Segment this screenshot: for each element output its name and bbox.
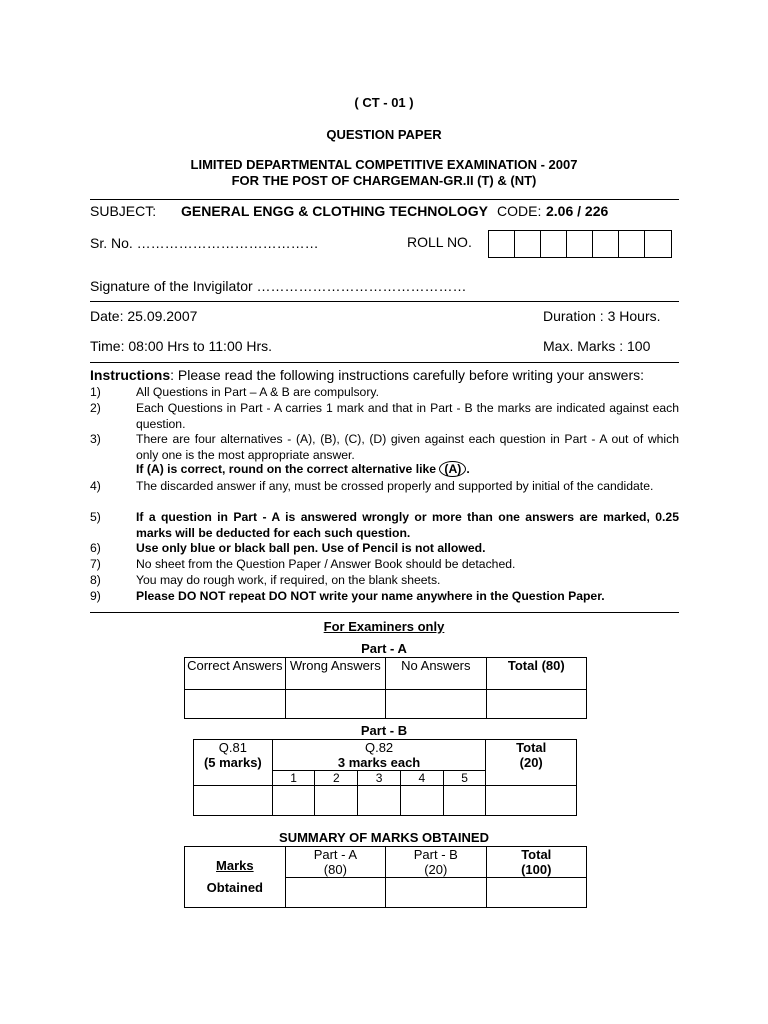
serial-number: Sr. No. ………………………………… — [90, 235, 319, 251]
instruction-text: All Questions in Part – A & B are compulsory. — [136, 385, 379, 399]
subject-label: SUBJECT: — [90, 203, 157, 219]
part-b-total-header: Total (20) — [486, 740, 577, 786]
circled-answer-example: (A) — [439, 461, 466, 477]
part-a-entry-cell[interactable] — [386, 690, 487, 719]
divider — [90, 612, 679, 613]
paper-title: QUESTION PAPER — [326, 127, 442, 142]
part-a-entry-cell[interactable] — [285, 690, 386, 719]
instruction-number: 7) — [90, 557, 101, 571]
divider — [90, 362, 679, 363]
q82-subpart: 3 — [358, 771, 401, 786]
instructions-heading: Instructions: Please read the following instructions carefully before writing your answers: — [90, 367, 645, 383]
summary-entry-cell[interactable] — [486, 878, 587, 908]
instruction-number: 6) — [90, 541, 101, 555]
part-b-entry-cell[interactable] — [315, 786, 358, 816]
roll-digit-box[interactable] — [489, 231, 515, 257]
part-a-entry-cell[interactable] — [185, 690, 286, 719]
summary-part-b-header: Part - B (20) — [386, 847, 486, 878]
exam-title-line1: LIMITED DEPARTMENTAL COMPETITIVE EXAMINATION - 2007 — [190, 157, 578, 172]
summary-table — [184, 846, 587, 908]
instruction-number: 9) — [90, 589, 101, 603]
instruction-number: 1) — [90, 385, 101, 399]
examiners-heading: For Examiners only — [323, 619, 445, 634]
summary-title: SUMMARY OF MARKS OBTAINED — [279, 830, 489, 845]
summary-part-a-header: Part - A (80) — [285, 847, 385, 878]
exam-title-line2: FOR THE POST OF CHARGEMAN-GR.II (T) & (NT) — [231, 173, 537, 188]
part-a-header-cell: Total (80) — [486, 658, 586, 690]
part-b-entry-cell[interactable] — [443, 786, 486, 816]
exam-duration: Duration : 3 Hours. — [543, 308, 661, 324]
subject-value: GENERAL ENGG & CLOTHING TECHNOLOGY — [181, 203, 488, 219]
instruction-number: 8) — [90, 573, 101, 587]
summary-entry-cell[interactable] — [285, 878, 385, 908]
part-a-entry-cell[interactable] — [486, 690, 586, 719]
q82-subpart: 2 — [315, 771, 358, 786]
code-label: CODE: — [497, 203, 542, 219]
instruction-number: 2) — [90, 401, 101, 415]
roll-digit-box[interactable] — [515, 231, 541, 257]
part-a-header-cell: Wrong Answers — [285, 658, 386, 690]
max-marks: Max. Marks : 100 — [543, 338, 651, 354]
part-a-header-cell: Correct Answers — [185, 658, 286, 690]
instruction-text: There are four alternatives - (A), (B), (C), (D) given against each question in Part - A out of which only one is the most appropriate answer. — [136, 432, 679, 462]
code-value: 2.06 / 226 — [546, 203, 609, 219]
roll-digit-box[interactable] — [567, 231, 593, 257]
instruction-text: The discarded answer if any, must be crossed properly and supported by initial of the candidate. — [136, 479, 654, 493]
exam-time: Time: 08:00 Hrs to 11:00 Hrs. — [90, 338, 273, 354]
q81-header: Q.81 (5 marks) — [194, 740, 273, 786]
q82-header: Q.82 3 marks each — [272, 740, 486, 771]
part-a-header-cell: No Answers — [386, 658, 487, 690]
instruction-text: If a question in Part - A is answered wrongly or more than one answers are marked, 0.25 marks will be deducted for each such question. — [136, 510, 679, 540]
part-b-entry-cell[interactable] — [194, 786, 273, 816]
roll-digit-box[interactable] — [619, 231, 645, 257]
instruction-text: No sheet from the Question Paper / Answer Book should be detached. — [136, 557, 516, 571]
instruction-text: Please DO NOT repeat DO NOT write your name anywhere in the Question Paper. — [136, 589, 605, 603]
summary-entry-cell[interactable] — [386, 878, 486, 908]
part-b-entry-cell[interactable] — [486, 786, 577, 816]
part-b-entry-cell[interactable] — [400, 786, 443, 816]
divider — [90, 301, 679, 302]
divider — [90, 199, 679, 200]
instruction-number: 3) — [90, 432, 101, 446]
instruction-number: 4) — [90, 479, 101, 493]
roll-number-label: ROLL NO. — [407, 234, 472, 250]
instruction-text: Use only blue or black ball pen. Use of Pencil is not allowed. — [136, 541, 486, 555]
part-b-entry-cell[interactable] — [358, 786, 401, 816]
instruction-text: You may do rough work, if required, on the blank sheets. — [136, 573, 441, 587]
roll-digit-box[interactable] — [541, 231, 567, 257]
roll-digit-box[interactable] — [645, 231, 671, 257]
roll-digit-box[interactable] — [593, 231, 619, 257]
part-b-entry-cell[interactable] — [272, 786, 315, 816]
q82-subpart: 1 — [272, 771, 315, 786]
part-a-title: Part - A — [361, 641, 407, 656]
part-b-table — [193, 739, 577, 816]
summary-total-header: Total (100) — [486, 847, 587, 878]
part-b-title: Part - B — [360, 723, 408, 738]
roll-number-boxes[interactable] — [488, 230, 672, 258]
instruction-text: Each Questions in Part - A carries 1 mark and that in Part - B the marks are indicated against each question. — [136, 401, 679, 431]
invigilator-signature: Signature of the Invigilator ……………………………………… — [90, 278, 467, 294]
exam-date: Date: 25.09.2007 — [90, 308, 198, 324]
q82-subpart: 4 — [400, 771, 443, 786]
paper-code: ( CT - 01 ) — [354, 95, 414, 110]
instruction-number: 5) — [90, 510, 101, 524]
marks-obtained-label: Marks Obtained — [185, 847, 286, 908]
instruction-circle-note: If (A) is correct, round on the correct alternative like (A) . — [136, 462, 470, 476]
part-a-table — [184, 657, 587, 719]
q82-subpart: 5 — [443, 771, 486, 786]
